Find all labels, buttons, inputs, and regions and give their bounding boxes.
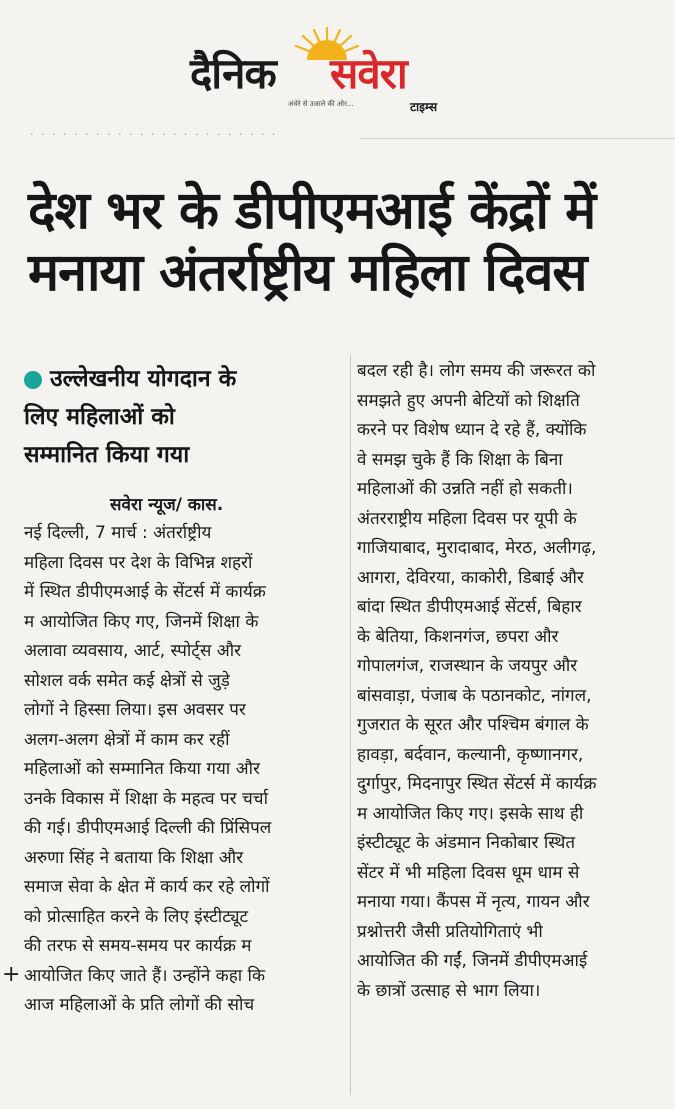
body-line: के छात्रों उत्साह से भाग लिया। — [357, 980, 541, 1001]
subheadline-line: लिए महिलाओं को — [24, 404, 175, 430]
body-line: गोपालगंज, राजस्थान के जयपुर और — [357, 656, 578, 676]
logo-word-savera: सवेरा — [330, 49, 407, 98]
body-line: अलावा व्यवसाय, आर्ट, स्पोर्ट्स और — [24, 641, 242, 661]
logo-tagline: अंधेरे से उजाले की ओर... — [288, 100, 354, 108]
body-line: को प्रोत्साहित करने के लिए इंस्टीट्यूट — [24, 906, 249, 927]
body-line: अंतरराष्ट्रीय महिला दिवस पर यूपी के — [357, 508, 577, 529]
logo-word-times: टाइम्स — [410, 100, 438, 114]
body-line: गाजियाबाद, मुरादाबाद, मेरठ, अलीगढ़, — [357, 538, 597, 558]
body-line: अलग-अलग क्षेत्रों में काम कर रहीं — [24, 729, 230, 750]
body-line: म आयोजित किए गए। इसके साथ ही — [357, 803, 584, 824]
body-line: उनके विकास में शिक्षा के महत्व पर चर्चा — [24, 788, 268, 809]
body-line: की गई। डीपीएमआई दिल्ली की प्रिंसिपल — [24, 818, 272, 838]
body-line: अरुणा सिंह ने बताया कि शिक्षा और — [24, 847, 244, 868]
headline-line: मनाया अंतर्राष्ट्रीय महिला दिवस — [28, 243, 587, 303]
masthead — [0, 0, 675, 128]
subheadline-line: उल्लेखनीय योगदान के — [24, 360, 344, 398]
body-line: हावड़ा, बर्दवान, कल्यानी, कृष्णानगर, — [357, 744, 584, 765]
article-body-left-column — [24, 519, 344, 1021]
column-divider — [350, 355, 351, 1095]
body-line: महिलाओं की उन्नति नहीं हो सकती। — [357, 479, 573, 499]
article-body-right-column — [357, 357, 669, 1006]
body-line: बदल रही है। लोग समय की जरूरत को — [357, 361, 596, 381]
body-line: समाज सेवा के क्षेत में कार्य कर रहे लोगों — [24, 877, 270, 897]
body-line: सोशल वर्क समेत कई क्षेत्रों से जुड़े — [24, 670, 230, 691]
body-line: म आयोजित किए गए, जिनमें शिक्षा के — [24, 611, 259, 632]
faded-previous-text: · · · · · · · · · · · · · · · · · · · · · · · — [30, 128, 278, 141]
article-subheadline — [24, 360, 344, 474]
body-line: में स्थित डीपीएमआई के सेंटर्स में कार्यक्र — [24, 582, 266, 602]
body-line: गुजरात के सूरत और पश्चिम बंगाल के — [357, 715, 589, 735]
body-line: आज महिलाओं के प्रति लोगों की सोच — [24, 995, 255, 1015]
body-line: समझते हुए अपनी बेटियों को शिक्षति — [357, 390, 580, 411]
body-line: प्रश्नोत्तरी जैसी प्रतियोगिताएं भी — [357, 921, 543, 942]
body-line: दुर्गापुर, मिदनापुर स्थित सेंटर्स में कार्यक्र — [357, 774, 597, 794]
body-line: सेंटर में भी महिला दिवस धूम धाम से — [357, 862, 580, 883]
circle-bullet-icon — [24, 371, 42, 389]
body-line: बांदा स्थित डीपीएमआई सेंटर्स, बिहार — [357, 597, 582, 617]
headline-line: देश भर के डीपीएमआई केंद्रों में — [28, 181, 596, 241]
body-line: करने पर विशेष ध्यान दे रहे हैं, क्योंकि — [357, 420, 587, 440]
body-line: आयोजित की गईं, जिनमें डीपीएमआई — [357, 951, 588, 971]
article-headline — [28, 180, 668, 304]
body-line: इंस्टीट्यूट के अंडमान निकोबार स्थित — [357, 833, 576, 853]
body-line: आयोजित किए जाते हैं। उन्होंने कहा कि — [24, 965, 266, 986]
body-line: मनाया गया। कैंपस में नृत्य, गायन और — [357, 892, 590, 912]
logo-word-dainik: दैनिक — [190, 49, 276, 98]
subheadline-line: सम्मानित किया गया — [24, 442, 190, 468]
body-line: महिला दिवस पर देश के विभिन्न शहरों — [24, 552, 253, 573]
plus-icon: + — [2, 962, 21, 987]
body-line: आगरा, देविरया, काकोरी, डिबाई और — [357, 567, 584, 588]
divider — [360, 138, 675, 139]
byline: सवेरा न्यूज/ कास. — [110, 495, 224, 515]
body-line: की तरफ से समय-समय पर कार्यक्र म — [24, 936, 252, 956]
body-line: लोगों ने हिस्सा लिया। इस अवसर पर — [24, 700, 246, 720]
body-line: नई दिल्ली, 7 मार्च : अंतर्राष्ट्रीय — [24, 523, 212, 543]
body-line: बांसवाड़ा, पंजाब के पठानकोट, नांगल, — [357, 685, 592, 706]
body-line: के बेतिया, किशनगंज, छपरा और — [357, 626, 559, 647]
newspaper-logo — [190, 26, 470, 118]
body-line: वे समझ चुके हैं कि शिक्षा के बिना — [357, 449, 563, 470]
body-line: महिलाओं को सम्मानित किया गया और — [24, 759, 260, 779]
